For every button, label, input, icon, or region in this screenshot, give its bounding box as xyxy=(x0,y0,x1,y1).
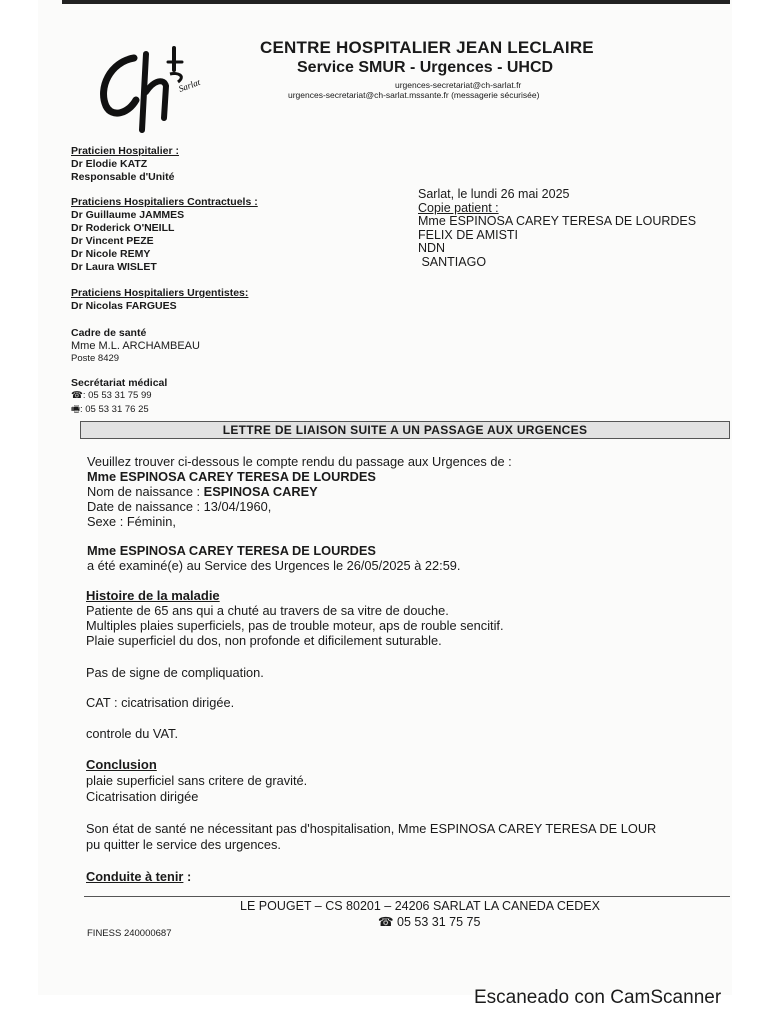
copy-label: Copie patient : xyxy=(418,200,499,215)
secretariat-heading: Secrétariat médical xyxy=(71,377,168,389)
secretariat-phone xyxy=(71,390,152,401)
history-heading: Histoire de la maladie xyxy=(86,588,220,603)
conclusion-line: plaie superficiel sans critere de gravité. xyxy=(86,773,308,788)
contractuel-name: Dr Vincent PEZE xyxy=(71,235,154,247)
history-line: Plaie superficiel du dos, non profonde et dificilement suturable. xyxy=(86,633,442,648)
birth-name-line xyxy=(87,484,318,499)
email-link-2[interactable]: urgences-secretariat@ch-sarlat.mssante.fr (messagerie sécurisée) xyxy=(288,90,540,100)
recipient-line: SANTIAGO xyxy=(418,254,487,269)
urgentistes-heading: Praticiens Hospitaliers Urgentistes: xyxy=(71,287,249,299)
email-link-1[interactable]: urgences-secretariat@ch-sarlat.fr xyxy=(395,80,522,90)
discharge-line: pu quitter le service des urgences. xyxy=(86,837,281,852)
fax-icon: 🖷 xyxy=(71,404,80,415)
hospital-logo xyxy=(92,40,222,136)
conduite-line xyxy=(86,869,191,884)
exam-text: a été examiné(e) au Service des Urgences le 26/05/2025 à 22:59. xyxy=(87,558,461,573)
conclusion-heading: Conclusion xyxy=(86,757,157,772)
vat-line: controle du VAT. xyxy=(86,726,178,741)
history-line: Multiples plaies superficiels, pas de trouble moteur, aps de rouble sencitif. xyxy=(86,618,504,633)
scanner-watermark: Escaneado con CamScanner xyxy=(474,987,722,1008)
footer-phone xyxy=(378,914,480,929)
history-line: Patiente de 65 ans qui a chuté au travers de sa vitre de douche. xyxy=(86,603,449,618)
date-line: Sarlat, le lundi 26 mai 2025 xyxy=(418,187,570,201)
conduite-colon: : xyxy=(183,869,192,884)
sex: Sexe : Féminin, xyxy=(87,514,176,529)
date-of-birth: Date de naissance : 13/04/1960, xyxy=(87,499,272,514)
conduite-heading: Conduite à tenir xyxy=(86,869,184,884)
recipient-line: FELIX DE AMISTI xyxy=(418,227,519,242)
logo-text: Sarlat xyxy=(177,76,202,94)
contractuel-name: Dr Laura WISLET xyxy=(71,261,157,273)
fax-number: : 05 53 31 76 25 xyxy=(79,404,149,415)
cat-line: CAT : cicatrisation dirigée. xyxy=(86,695,235,710)
praticien-name: Dr Elodie KATZ xyxy=(71,158,148,170)
patient-name: Mme ESPINOSA CAREY TERESA DE LOURDES xyxy=(87,469,376,484)
intro-text: Veuillez trouver ci-dessous le compte rendu du passage aux Urgences de : xyxy=(87,454,512,469)
contractuel-name: Dr Guillaume JAMMES xyxy=(71,209,185,221)
recipient-line: NDN xyxy=(418,241,446,255)
hospital-name: CENTRE HOSPITALIER JEAN LECLAIRE xyxy=(260,38,594,57)
phone-number: : 05 53 31 75 99 xyxy=(82,390,152,401)
birth-name-label: Nom de naissance : xyxy=(87,484,204,499)
cadre-poste: Poste 8429 xyxy=(71,353,120,364)
praticien-heading: Praticien Hospitalier : xyxy=(71,145,179,157)
praticien-role: Responsable d'Unité xyxy=(71,171,175,183)
contractuel-name: Dr Nicole REMY xyxy=(71,248,151,260)
exam-patient-name: Mme ESPINOSA CAREY TERESA DE LOURDES xyxy=(87,543,376,558)
complication-line: Pas de signe de compliquation. xyxy=(86,665,264,680)
cadre-name: Mme M.L. ARCHAMBEAU xyxy=(71,340,200,352)
cadre-heading: Cadre de santé xyxy=(71,327,147,339)
birth-name-value: ESPINOSA CAREY xyxy=(203,484,318,499)
footer-address: LE POUGET – CS 80201 – 24206 SARLAT LA CANEDA CEDEX xyxy=(240,899,600,913)
finess-number: FINESS 240000687 xyxy=(87,928,172,939)
urgentiste-name: Dr Nicolas FARGUES xyxy=(71,300,177,312)
footer-divider xyxy=(84,896,730,897)
contractuel-name: Dr Roderick O'NEILL xyxy=(71,222,175,234)
discharge-line: Son état de santé ne nécessitant pas d'hospitalisation, Mme ESPINOSA CAREY TERESA DE LOUR xyxy=(86,821,657,836)
banner-title: LETTRE DE LIAISON SUITE A UN PASSAGE AUX URGENCES xyxy=(222,423,588,437)
scan-edge xyxy=(62,0,730,4)
secretariat-fax xyxy=(71,402,149,418)
conclusion-line: Cicatrisation dirigée xyxy=(86,789,199,804)
phone-icon: ☎ xyxy=(71,390,83,401)
phone-icon: ☎ xyxy=(378,914,394,929)
recipient-line: Mme ESPINOSA CAREY TERESA DE LOURDES xyxy=(418,214,697,228)
contractuels-heading: Praticiens Hospitaliers Contractuels : xyxy=(71,196,258,208)
recipient-block xyxy=(418,188,696,269)
service-name: Service SMUR - Urgences - UHCD xyxy=(297,59,554,76)
footer-phone-number: 05 53 31 75 75 xyxy=(393,915,481,929)
letter-banner xyxy=(80,421,730,439)
